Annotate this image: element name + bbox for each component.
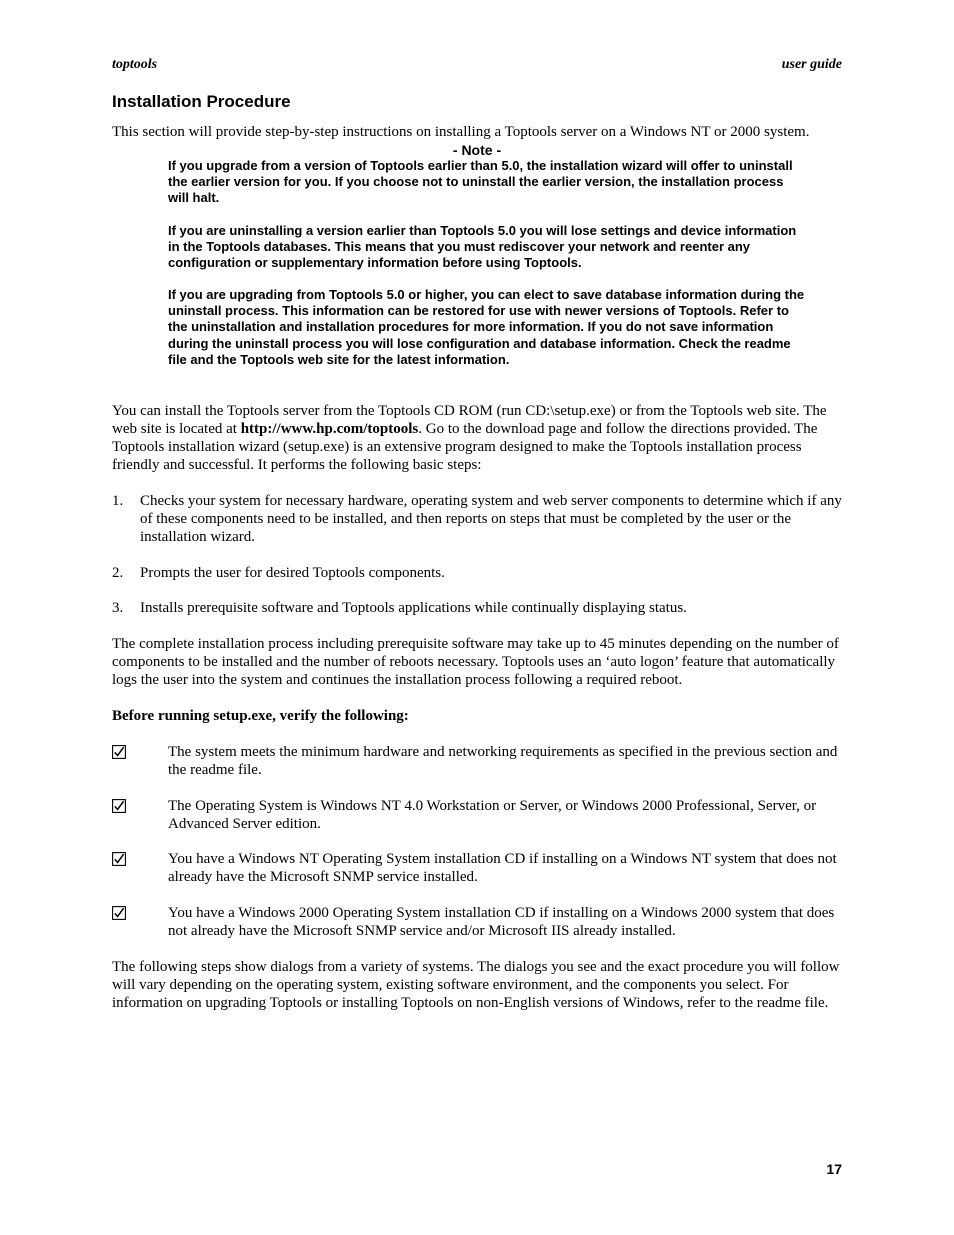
checked-box-icon bbox=[112, 799, 126, 813]
step-text: Installs prerequisite software and Toptools applications while continually displaying status. bbox=[140, 600, 687, 616]
document-page bbox=[112, 0, 842, 1235]
note-paragraph-1: If you upgrade from a version of Toptools earlier than 5.0, the installation wizard will offer to uninstall the earlier version for you. If you choose not to uninstall the earlier version, the installation process will halt. bbox=[168, 158, 793, 206]
running-header bbox=[112, 57, 842, 77]
checked-box-icon bbox=[112, 745, 126, 759]
page-number: 17 bbox=[826, 1161, 842, 1177]
step-number: 2. bbox=[112, 565, 124, 581]
intro-paragraph: This section will provide step-by-step instructions on installing a Toptools server on a Windows NT or 2000 system. bbox=[112, 124, 810, 140]
step-number: 3. bbox=[112, 600, 124, 616]
verify-heading: Before running setup.exe, verify the following: bbox=[112, 708, 409, 724]
step-text: Prompts the user for desired Toptools components. bbox=[140, 565, 445, 581]
checklist-text: You have a Windows 2000 Operating System installation CD if installing on a Windows 2000 system that does not already have the Microsoft SNMP service and/or Microsoft IIS already installed. bbox=[168, 905, 835, 939]
install-text-after-link: . Go to the download page and follow the directions provided. The Toptools installation wizard (setup.exe) is an extensive program designed to make the Toptools installation process friendly and successful. It performs the following basic steps: bbox=[112, 421, 818, 473]
checklist-text: The Operating System is Windows NT 4.0 Workstation or Server, or Windows 2000 Professional, Server, or Advanced Server edition. bbox=[168, 798, 817, 832]
header-doc-title: user guide bbox=[781, 57, 842, 72]
note-paragraph-2: If you are uninstalling a version earlier than Toptools 5.0 you will lose settings and device information in the Toptools databases. This means that you must rediscover your network and reenter any configuration or supplementary information before using Toptools. bbox=[168, 223, 797, 271]
step-text: Checks your system for necessary hardware, operating system and web server components to determine which if any of these components need to be installed, and then reports on steps that must be completed by the user or the installation wizard. bbox=[140, 493, 842, 545]
header-product: toptools bbox=[112, 57, 158, 72]
note-paragraph-3: If you are upgrading from Toptools 5.0 or higher, you can elect to save database information during the uninstall process. This information can be restored for use with newer versions of Toptools. Refer to the uninstallation and installation procedures for more information. If you do not save information during the uninstall process you will lose configuration and database information. Check the readme file and the Toptools web site for the latest information. bbox=[168, 287, 805, 367]
section-title: Installation Procedure bbox=[112, 92, 291, 111]
install-text-before-link: You can install the Toptools server from the Toptools CD ROM (run CD:\setup.exe) or from the Toptools web site. The web site is located at bbox=[112, 403, 827, 437]
checked-box-icon bbox=[112, 852, 126, 866]
toptools-website-link[interactable]: http://www.hp.com/toptools bbox=[240, 421, 419, 437]
note-title: - Note - bbox=[452, 142, 502, 158]
install-paragraph bbox=[112, 402, 842, 474]
closing-paragraph: The following steps show dialogs from a variety of systems. The dialogs you see and the exact procedure you will follow will vary depending on the operating system, existing software environment, and the components you select. For information on upgrading Toptools or installing Toptools on non-English versions of Windows, refer to the readme file. bbox=[112, 959, 840, 1011]
step-number: 1. bbox=[112, 493, 124, 509]
duration-paragraph: The complete installation process including prerequisite software may take up to 45 minutes depending on the number of components to be installed and the number of reboots necessary. Toptools uses an ‘auto logon’ feature that automatically logs the user into the system and continues the installation process following a required reboot. bbox=[112, 636, 839, 688]
checked-box-icon bbox=[112, 906, 126, 920]
checklist-text: The system meets the minimum hardware and networking requirements as specified in the previous section and the readme file. bbox=[168, 744, 838, 778]
checklist-text: You have a Windows NT Operating System installation CD if installing on a Windows NT system that does not already have the Microsoft SNMP service installed. bbox=[168, 851, 837, 885]
